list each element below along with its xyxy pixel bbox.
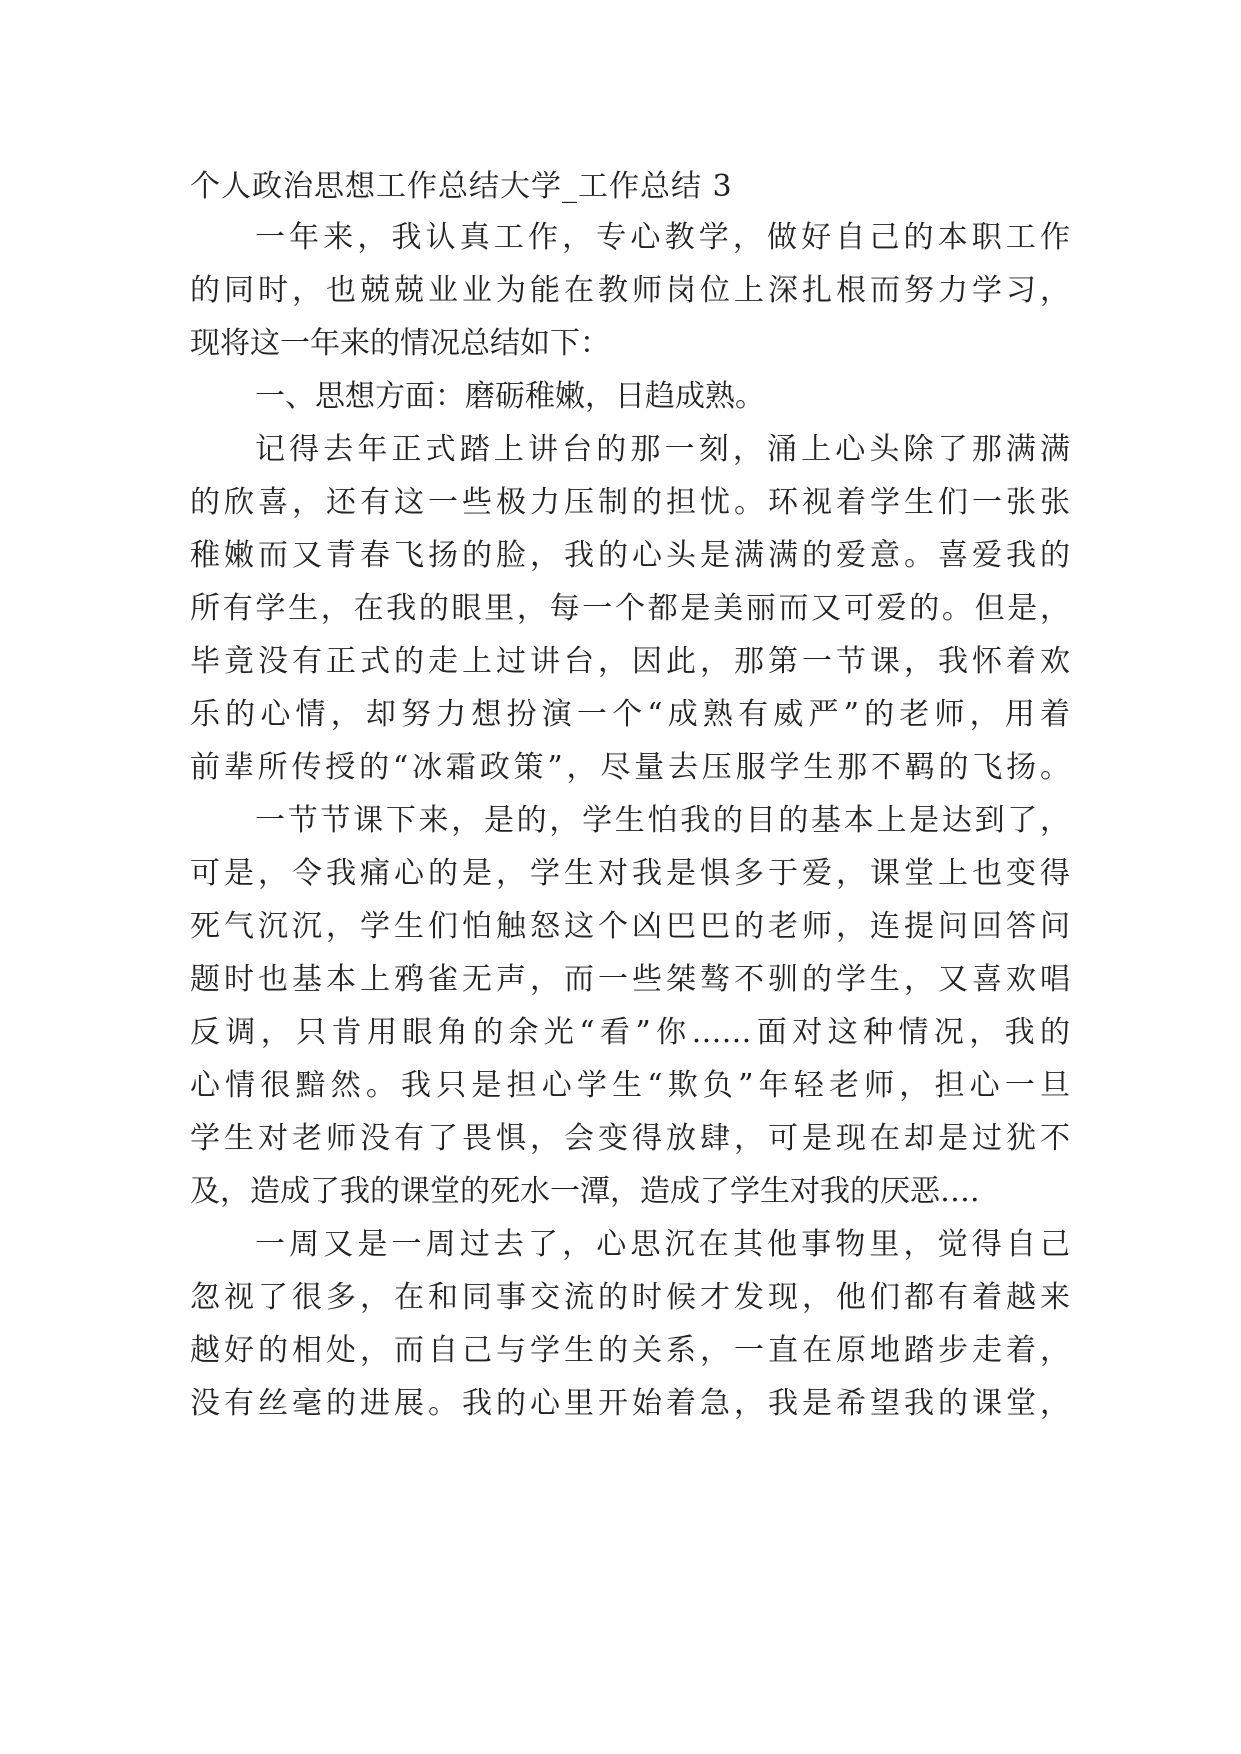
paragraph-line: 一年来，我认真工作，专心教学，做好自己的本职工作 — [255, 220, 1070, 255]
paragraph-line: 的欣喜，还有这一些极力压制的担忧。环视着学生们一张张 — [190, 485, 1070, 520]
paragraph-line: 题时也基本上鸦雀无声，而一些桀骜不驯的学生，又喜欢唱 — [190, 962, 1070, 997]
paragraph-line: 毕竟没有正式的走上过讲台，因此，那第一节课，我怀着欢 — [190, 644, 1070, 679]
paragraph-line: 现将这一年来的情况总结如下： — [190, 326, 610, 361]
paragraph-line: 死气沉沉，学生们怕触怒这个凶巴巴的老师，连提问回答问 — [190, 909, 1070, 944]
paragraph-line: 记得去年正式踏上讲台的那一刻，涌上心头除了那满满 — [255, 432, 1070, 467]
paragraph-line: 乐的心情，却努力想扮演一个“成熟有威严”的老师，用着 — [190, 697, 1070, 732]
paragraph-line: 越好的相处，而自己与学生的关系，一直在原地踏步走着， — [190, 1333, 1070, 1368]
paragraph-line: 的同时，也兢兢业业为能在教师岗位上深扎根而努力学习， — [190, 273, 1070, 308]
paragraph-line: 一周又是一周过去了，心思沉在其他事物里，觉得自己 — [255, 1227, 1070, 1262]
paragraph-line: 所有学生，在我的眼里，每一个都是美丽而又可爱的。但是， — [190, 591, 1070, 626]
paragraph-line: 及，造成了我的课堂的死水一潭，造成了学生对我的厌恶…. — [190, 1174, 980, 1209]
paragraph-line: 一节节课下来，是的，学生怕我的目的基本上是达到了， — [255, 803, 1070, 838]
section-heading: 一、思想方面：磨砺稚嫩，日趋成熟。 — [255, 379, 765, 414]
paragraph-line: 前辈所传授的“冰霜政策”，尽量去压服学生那不羁的飞扬。 — [190, 750, 1070, 785]
paragraph-line: 学生对老师没有了畏惧，会变得放肆，可是现在却是过犹不 — [190, 1121, 1070, 1156]
paragraph-line: 稚嫩而又青春飞扬的脸，我的心头是满满的爱意。喜爱我的 — [190, 538, 1070, 573]
paragraph-line: 反调，只肯用眼角的余光“看”你……面对这种情况，我的 — [190, 1015, 1070, 1050]
paragraph-line: 心情很黯然。我只是担心学生“欺负”年轻老师，担心一旦 — [190, 1068, 1070, 1103]
document-title: 个人政治思想工作总结大学_工作总结 3 — [190, 169, 733, 204]
paragraph-line: 忽视了很多，在和同事交流的时候才发现，他们都有着越来 — [190, 1280, 1070, 1315]
paragraph-line: 可是，令我痛心的是，学生对我是惧多于爱，课堂上也变得 — [190, 856, 1070, 891]
paragraph-line: 没有丝毫的进展。我的心里开始着急，我是希望我的课堂， — [190, 1386, 1070, 1421]
